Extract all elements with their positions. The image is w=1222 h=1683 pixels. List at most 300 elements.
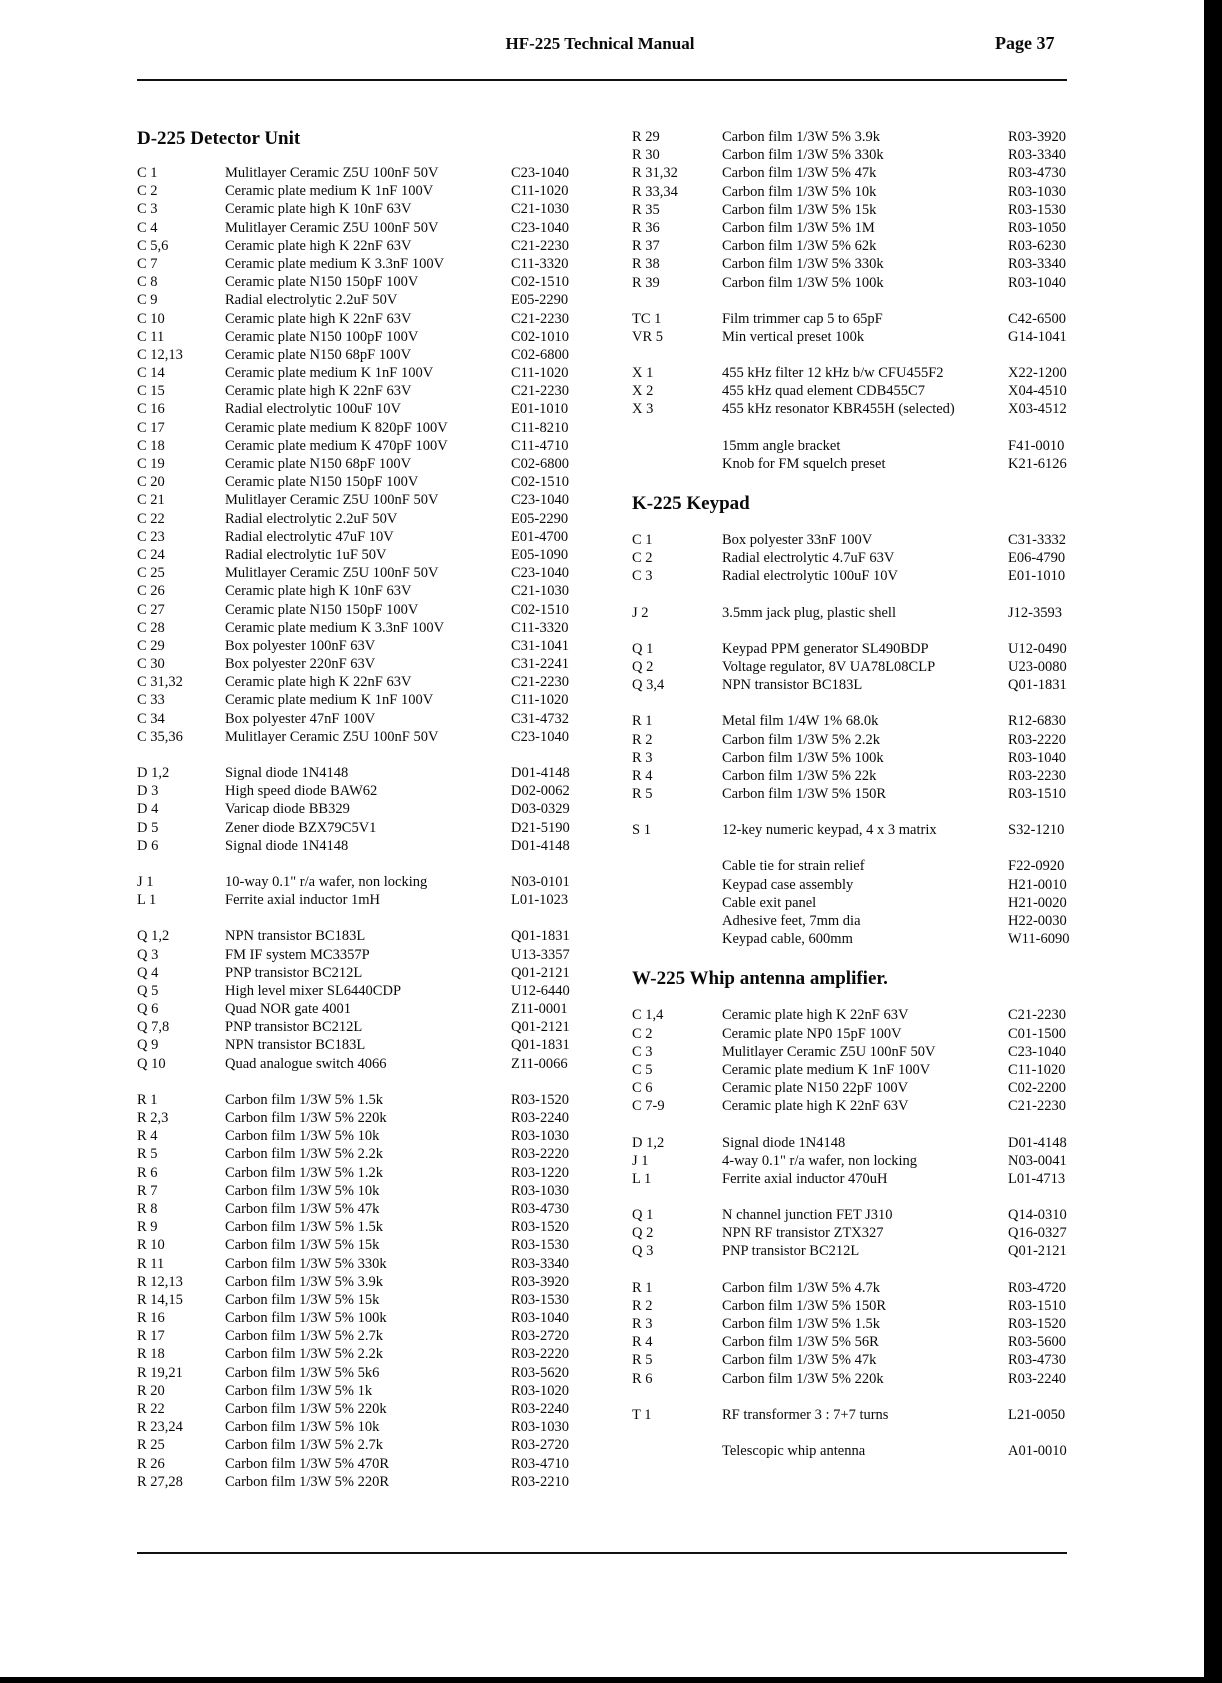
parts-row [632, 1315, 1072, 1333]
part-description: Box polyester 100nF 63V [225, 637, 376, 654]
part-code: Q16-0327 [1008, 1225, 1067, 1242]
parts-row [137, 1218, 597, 1236]
part-code: C02-6800 [511, 346, 569, 363]
part-code: R03-1520 [1008, 1316, 1066, 1332]
parts-row [137, 1382, 597, 1400]
part-code: Q01-2121 [511, 964, 570, 981]
parts-row [632, 549, 1072, 567]
part-code: J12-3593 [1008, 604, 1062, 621]
part-reference: R 26 [137, 1455, 165, 1472]
part-code: R03-1020 [511, 1382, 569, 1399]
part-reference: C 1,4 [632, 1007, 664, 1024]
parts-row [632, 1025, 1072, 1043]
part-description: Ceramic plate medium K 820pF 100V [225, 419, 448, 436]
part-description: High level mixer SL6440CDP [225, 982, 402, 999]
part-description: Keypad case assembly [722, 876, 854, 893]
part-code: C21-2230 [511, 237, 569, 254]
parts-row [632, 400, 1072, 418]
part-reference: Q 1 [632, 640, 654, 657]
parts-row [137, 1455, 597, 1473]
parts-row [137, 237, 597, 255]
part-reference: R 19,21 [137, 1364, 183, 1381]
part-description: 10-way 0.1" r/a wafer, non locking [225, 873, 428, 890]
part-description: Carbon film 1/3W 5% 220R [225, 1473, 390, 1490]
part-code: Q01-1831 [511, 1037, 570, 1054]
part-description: Metal film 1/4W 1% 68.0k [722, 713, 879, 730]
parts-row [632, 930, 1072, 948]
part-description: Carbon film 1/3W 5% 1M [722, 219, 875, 236]
parts-row [137, 528, 597, 546]
part-code: E05-2290 [511, 510, 569, 527]
part-description: Carbon film 1/3W 5% 10k [722, 183, 877, 200]
parts-row [137, 655, 597, 673]
part-code: C01-1500 [1008, 1025, 1066, 1042]
part-code: E01-4700 [511, 528, 569, 545]
part-description: Radial electrolytic 1uF 50V [225, 546, 387, 563]
part-code: R03-1030 [511, 1128, 569, 1145]
part-code: C21-2230 [511, 383, 569, 400]
part-description: Ceramic plate high K 22nF 63V [225, 383, 412, 400]
part-reference: C 10 [137, 310, 165, 327]
part-code: D21-5190 [511, 819, 570, 836]
part-description: FM IF system MC3357P [225, 946, 370, 963]
part-reference: Q 1,2 [137, 928, 170, 945]
parts-row [137, 1255, 597, 1273]
part-description: Quad analogue switch 4066 [225, 1055, 387, 1072]
part-reference: TC 1 [632, 310, 662, 327]
part-reference: R 29 [632, 129, 660, 145]
part-reference: R 16 [137, 1310, 165, 1327]
part-reference: C 34 [137, 710, 165, 727]
part-code: X04-4510 [1008, 383, 1067, 400]
part-description: Ceramic plate high K 22nF 63V [225, 237, 412, 254]
part-reference: C 21 [137, 492, 165, 509]
part-code: E06-4790 [1008, 550, 1066, 567]
parts-row [137, 382, 597, 400]
part-reference: R 39 [632, 274, 660, 291]
section-title-whip-amplifier: W-225 Whip antenna amplifier. [632, 968, 888, 990]
manual-title: HF-225 Technical Manual [505, 34, 695, 53]
part-description: Ceramic plate high K 22nF 63V [225, 310, 412, 327]
part-code: E01-1010 [1008, 568, 1066, 585]
section-title-keypad: K-225 Keypad [632, 493, 750, 514]
part-reference: Q 2 [632, 658, 654, 675]
part-description: NPN RF transistor ZTX327 [722, 1225, 884, 1242]
parts-row [137, 310, 597, 328]
parts-row [137, 673, 597, 691]
parts-row [137, 255, 597, 273]
part-description: Carbon film 1/3W 5% 1.2k [225, 1164, 384, 1181]
part-description: Knob for FM squelch preset [722, 455, 886, 472]
part-description: Radial electrolytic 2.2uF 50V [225, 292, 398, 309]
part-reference: D 5 [137, 819, 159, 836]
part-description: Carbon film 1/3W 5% 1.5k [225, 1091, 384, 1108]
part-code: R03-1040 [1008, 749, 1066, 766]
part-reference: R 6 [137, 1164, 158, 1181]
parts-row [632, 1134, 1072, 1152]
part-reference: R 35 [632, 201, 660, 218]
parts-row [632, 382, 1072, 400]
parts-row [632, 1279, 1072, 1297]
parts-row [632, 1006, 1072, 1024]
parts-row [137, 1018, 597, 1036]
part-description: Mulitlayer Ceramic Z5U 100nF 50V [225, 728, 439, 745]
part-reference: C 19 [137, 456, 165, 472]
part-code: F41-0010 [1008, 437, 1065, 454]
part-description: Carbon film 1/3W 5% 100k [722, 749, 884, 766]
part-description: 455 kHz filter 12 kHz b/w CFU455F2 [722, 365, 944, 382]
part-code: R03-2230 [1008, 767, 1066, 784]
part-reference: R 2,3 [137, 1110, 169, 1126]
part-code: Q01-2121 [1008, 1243, 1067, 1260]
part-reference: C 1 [137, 165, 158, 181]
part-description: Carbon film 1/3W 5% 220k [722, 1370, 884, 1387]
part-code: R03-1030 [511, 1182, 569, 1199]
part-description: Mulitlayer Ceramic Z5U 100nF 50V [225, 492, 439, 509]
parts-row [137, 1291, 597, 1309]
parts-row [137, 1145, 597, 1163]
part-code: C11-4710 [511, 437, 569, 454]
part-reference: X 3 [632, 401, 654, 418]
part-code: U13-3357 [511, 946, 570, 963]
parts-row [632, 731, 1072, 749]
part-description: Ceramic plate N150 68pF 100V [225, 346, 412, 363]
part-description: Ceramic plate N150 150pF 100V [225, 601, 419, 618]
part-code: C11-1020 [511, 365, 569, 382]
part-code: C23-1040 [511, 165, 569, 181]
part-code: D02-0062 [511, 783, 570, 800]
part-reference: R 37 [632, 238, 660, 255]
parts-row [632, 183, 1072, 201]
part-description: PNP transistor BC212L [225, 964, 363, 981]
parts-row [137, 273, 597, 291]
parts-group [632, 857, 1072, 948]
part-description: Mulitlayer Ceramic Z5U 100nF 50V [225, 219, 439, 236]
parts-row [632, 604, 1072, 622]
part-description: Ceramic plate high K 22nF 63V [722, 1007, 909, 1024]
part-description: Voltage regulator, 8V UA78L08CLP [722, 658, 936, 675]
part-reference: C 25 [137, 565, 165, 582]
part-code: C21-1030 [511, 201, 569, 218]
part-description: High speed diode BAW62 [225, 783, 378, 800]
part-reference: R 2 [632, 1297, 653, 1314]
part-reference: C 28 [137, 619, 165, 636]
parts-group [632, 1279, 1072, 1388]
parts-row [632, 821, 1072, 839]
part-reference: C 35,36 [137, 728, 183, 745]
parts-row [632, 1206, 1072, 1224]
parts-row [137, 455, 597, 473]
parts-row [632, 364, 1072, 382]
part-code: R03-4730 [1008, 165, 1066, 182]
part-reference: C 2 [137, 183, 158, 200]
part-code: R03-2240 [1008, 1370, 1066, 1387]
parts-row [632, 1170, 1072, 1188]
parts-row [632, 857, 1072, 875]
part-description: Zener diode BZX79C5V1 [225, 819, 377, 836]
part-reference: C 1 [632, 532, 653, 548]
parts-row [632, 676, 1072, 694]
part-code: C31-2241 [511, 656, 569, 673]
parts-row [137, 546, 597, 564]
part-reference: R 1 [137, 1091, 158, 1108]
part-code: Z11-0066 [511, 1055, 568, 1072]
parts-row [137, 601, 597, 619]
part-code: X03-4512 [1008, 401, 1067, 418]
part-description: Carbon film 1/3W 5% 2.2k [722, 731, 881, 748]
parts-row [632, 767, 1072, 785]
part-code: Z11-0001 [511, 1001, 568, 1018]
part-reference: C 30 [137, 656, 165, 673]
parts-row [137, 619, 597, 637]
parts-row [137, 710, 597, 728]
parts-group [632, 1442, 1072, 1460]
parts-row [632, 1406, 1072, 1424]
part-code: L01-1023 [511, 892, 569, 909]
parts-group [632, 640, 1072, 695]
part-code: C02-1510 [511, 474, 569, 491]
part-reference: R 27,28 [137, 1473, 183, 1490]
parts-row [137, 182, 597, 200]
part-description: Telescopic whip antenna [722, 1442, 866, 1459]
header-rule [137, 79, 1067, 81]
parts-row [137, 510, 597, 528]
part-description: Ceramic plate medium K 470pF 100V [225, 437, 448, 454]
part-reference: R 18 [137, 1346, 165, 1363]
part-reference: D 3 [137, 783, 159, 800]
part-reference: C 6 [632, 1080, 653, 1097]
part-code: H21-0020 [1008, 894, 1067, 911]
part-code: C31-1041 [511, 637, 569, 654]
parts-row [137, 1182, 597, 1200]
part-reference: R 36 [632, 219, 660, 236]
parts-row [137, 1055, 597, 1073]
part-description: PNP transistor BC212L [225, 1019, 363, 1036]
part-reference: C 3 [137, 201, 158, 218]
parts-row [632, 437, 1072, 455]
part-code: R03-4730 [511, 1200, 569, 1217]
parts-group [632, 821, 1072, 839]
right-column [632, 128, 1072, 1478]
part-description: Carbon film 1/3W 5% 10k [225, 1419, 380, 1436]
parts-row [137, 728, 597, 746]
part-description: Ceramic plate N150 100pF 100V [225, 328, 419, 345]
part-code: R03-2210 [511, 1473, 569, 1490]
part-code: U23-0080 [1008, 658, 1067, 675]
part-description: Radial electrolytic 4.7uF 63V [722, 550, 895, 567]
part-reference: C 3 [632, 1043, 653, 1060]
part-reference: C 3 [632, 568, 653, 585]
part-reference: R 17 [137, 1328, 165, 1345]
part-description: Ceramic plate medium K 3.3nF 100V [225, 619, 445, 636]
parts-row [137, 491, 597, 509]
part-description: Ceramic plate high K 10nF 63V [225, 201, 412, 218]
part-reference: R 1 [632, 1279, 653, 1296]
part-code: L01-4713 [1008, 1170, 1066, 1187]
parts-row [137, 1327, 597, 1345]
part-code: R03-2220 [511, 1346, 569, 1363]
parts-row [632, 912, 1072, 930]
part-description: Carbon film 1/3W 5% 2.2k [225, 1146, 384, 1163]
part-description: Carbon film 1/3W 5% 3.9k [722, 129, 881, 145]
parts-row [632, 146, 1072, 164]
part-reference: R 20 [137, 1382, 165, 1399]
parts-row [632, 876, 1072, 894]
parts-row [137, 473, 597, 491]
part-code: R03-1220 [511, 1164, 569, 1181]
part-reference: Q 4 [137, 964, 159, 981]
parts-row [137, 437, 597, 455]
part-reference: D 6 [137, 837, 159, 854]
part-code: R03-6230 [1008, 238, 1066, 255]
part-code: E05-2290 [511, 292, 569, 309]
parts-group [632, 712, 1072, 803]
part-code: R03-4710 [511, 1455, 569, 1472]
part-code: R03-1050 [1008, 219, 1066, 236]
part-reference: C 29 [137, 637, 165, 654]
part-code: Q14-0310 [1008, 1207, 1067, 1224]
part-code: C42-6500 [1008, 310, 1066, 327]
part-reference: R 3 [632, 1316, 653, 1332]
part-code: C11-1020 [511, 183, 569, 200]
parts-group [632, 364, 1072, 419]
parts-row [137, 782, 597, 800]
part-description: Adhesive feet, 7mm dia [722, 913, 861, 929]
part-reference: C 27 [137, 601, 165, 618]
left-column [137, 126, 597, 1509]
part-code: R03-3340 [1008, 147, 1066, 164]
part-description: Ceramic plate N150 22pF 100V [722, 1080, 909, 1097]
part-reference: R 25 [137, 1437, 165, 1454]
parts-row [632, 1097, 1072, 1115]
part-description: Ceramic plate high K 22nF 63V [722, 1098, 909, 1115]
parts-row [137, 837, 597, 855]
part-description: N channel junction FET J310 [722, 1207, 893, 1224]
part-code: Q01-1831 [1008, 677, 1067, 694]
part-code: C21-2230 [511, 674, 569, 691]
parts-group [137, 164, 597, 746]
parts-row [137, 346, 597, 364]
part-description: Carbon film 1/3W 5% 150R [722, 1297, 887, 1314]
parts-row [632, 164, 1072, 182]
part-code: Q01-1831 [511, 928, 570, 945]
parts-row [137, 564, 597, 582]
part-reference: R 7 [137, 1182, 158, 1199]
part-description: 15mm angle bracket [722, 437, 841, 454]
part-code: R03-1040 [1008, 274, 1066, 291]
part-code: C31-3332 [1008, 532, 1066, 548]
part-reference: D 1,2 [137, 765, 170, 781]
part-description: Mulitlayer Ceramic Z5U 100nF 50V [225, 565, 439, 582]
parts-row [137, 419, 597, 437]
part-description: Ceramic plate medium K 1nF 100V [225, 183, 434, 200]
part-reference: C 26 [137, 583, 165, 600]
parts-row [137, 1127, 597, 1145]
parts-row [137, 1164, 597, 1182]
part-code: R03-1530 [511, 1291, 569, 1308]
part-description: 3.5mm jack plug, plastic shell [722, 604, 896, 621]
page-number: Page 37 [995, 33, 1055, 53]
part-code: C21-2230 [1008, 1007, 1066, 1024]
part-description: Ferrite axial inductor 470uH [722, 1170, 888, 1187]
part-description: Carbon film 1/3W 5% 15k [722, 201, 877, 218]
part-code: R03-5600 [1008, 1334, 1066, 1351]
part-reference: C 2 [632, 550, 653, 567]
part-description: Box polyester 33nF 100V [722, 532, 873, 548]
part-reference: C 18 [137, 437, 165, 454]
part-code: C21-2230 [1008, 1098, 1066, 1115]
parts-row [137, 1400, 597, 1418]
part-code: N03-0101 [511, 873, 570, 890]
part-reference: C 17 [137, 419, 165, 436]
parts-group [632, 1134, 1072, 1189]
part-reference: Q 3 [137, 946, 159, 963]
part-reference: Q 2 [632, 1225, 654, 1242]
parts-group [137, 1091, 597, 1491]
part-code: R03-3920 [1008, 129, 1066, 145]
scan-edge-bottom [0, 1677, 1222, 1683]
part-description: 12-key numeric keypad, 4 x 3 matrix [722, 822, 937, 839]
part-reference: C 8 [137, 274, 158, 291]
part-description: Ceramic plate medium K 1nF 100V [225, 365, 434, 382]
part-reference: R 22 [137, 1401, 165, 1417]
part-code: C31-4732 [511, 710, 569, 727]
part-reference: Q 9 [137, 1037, 159, 1054]
parts-row [137, 1309, 597, 1327]
parts-row [632, 1333, 1072, 1351]
whip-parts-list [632, 1006, 1072, 1460]
part-description: Ceramic plate N150 68pF 100V [225, 456, 412, 472]
part-reference: C 33 [137, 692, 165, 709]
parts-row [137, 819, 597, 837]
part-description: Ceramic plate high K 10nF 63V [225, 583, 412, 600]
part-reference: C 4 [137, 219, 158, 236]
parts-row [137, 364, 597, 382]
part-code: K21-6126 [1008, 455, 1067, 472]
part-description: Carbon film 1/3W 5% 1k [225, 1382, 373, 1399]
part-description: Carbon film 1/3W 5% 1.5k [722, 1316, 881, 1332]
parts-row [632, 567, 1072, 585]
part-reference: Q 7,8 [137, 1019, 170, 1036]
part-description: Box polyester 220nF 63V [225, 656, 376, 673]
parts-group [137, 764, 597, 855]
part-description: Carbon film 1/3W 5% 15k [225, 1291, 380, 1308]
part-description: Ceramic plate N150 150pF 100V [225, 274, 419, 291]
part-code: E01-1010 [511, 401, 569, 418]
part-description: Ceramic plate N150 150pF 100V [225, 474, 419, 491]
part-description: Ceramic plate medium K 1nF 100V [225, 692, 434, 709]
keypad-parts-list [632, 531, 1072, 948]
parts-row [632, 1297, 1072, 1315]
part-description: Cable tie for strain relief [722, 858, 865, 875]
part-code: C23-1040 [511, 728, 569, 745]
part-code: R03-1530 [1008, 201, 1066, 218]
parts-group [632, 1206, 1072, 1261]
part-code: R03-2240 [511, 1401, 569, 1417]
part-description: Carbon film 1/3W 5% 330k [225, 1255, 387, 1272]
parts-row [632, 274, 1072, 292]
part-reference: R 6 [632, 1370, 653, 1387]
part-description: Carbon film 1/3W 5% 100k [225, 1310, 387, 1327]
parts-row [137, 200, 597, 218]
part-code: R03-1520 [511, 1219, 569, 1236]
part-reference: Q 3 [632, 1243, 654, 1260]
parts-row [137, 691, 597, 709]
part-code: D01-4148 [511, 837, 570, 854]
parts-row [137, 637, 597, 655]
part-description: Carbon film 1/3W 5% 100k [722, 274, 884, 291]
part-reference: D 4 [137, 801, 159, 818]
